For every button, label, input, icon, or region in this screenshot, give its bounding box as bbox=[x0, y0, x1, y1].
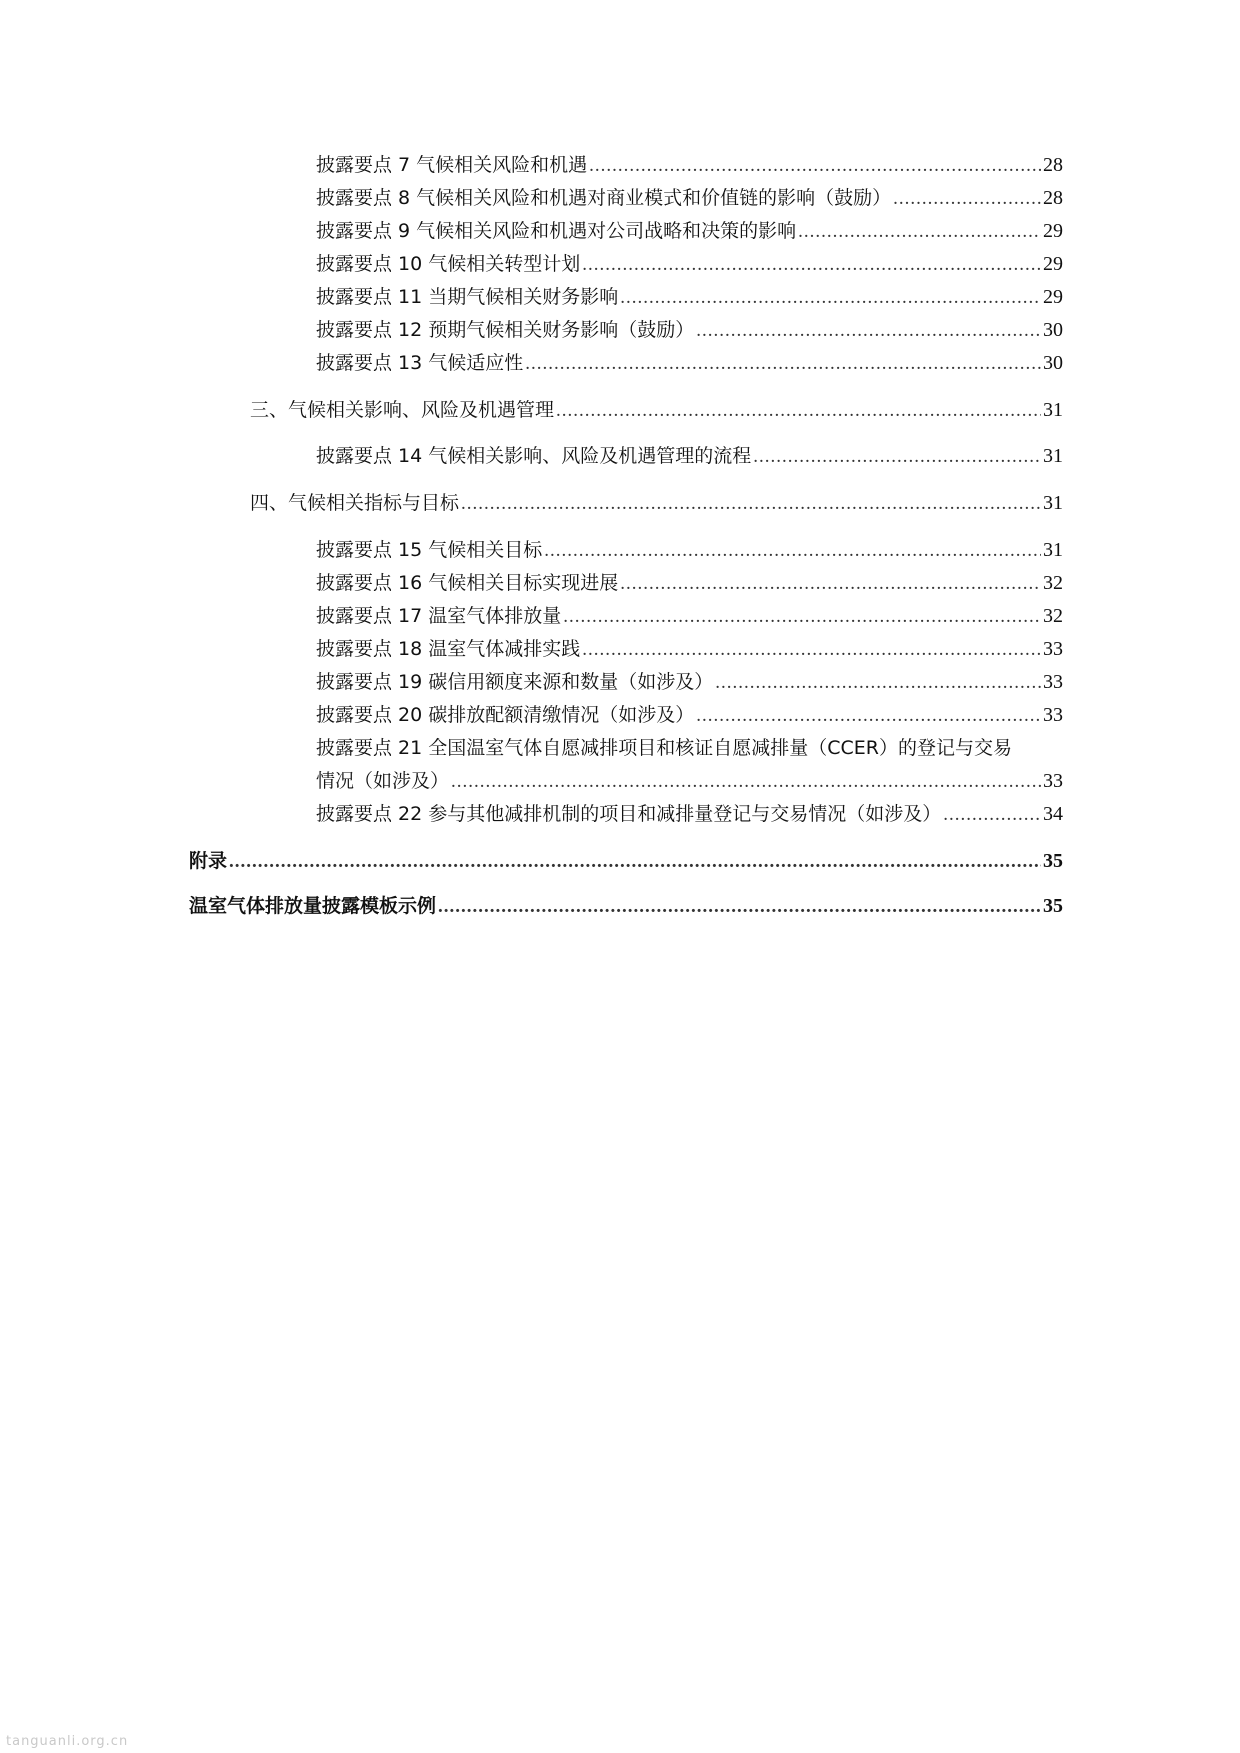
dot-leader bbox=[620, 569, 1041, 598]
toc-entry[interactable] bbox=[316, 441, 1063, 471]
toc-page-number: 31 bbox=[1043, 539, 1063, 561]
toc-entry[interactable] bbox=[316, 183, 1063, 213]
toc-entry-title: 披露要点 16 气候相关目标实现进展 bbox=[316, 572, 619, 594]
toc-page-number: 33 bbox=[1043, 704, 1063, 726]
dot-leader bbox=[798, 217, 1041, 246]
toc-entry-title: 披露要点 8 气候相关风险和机遇对商业模式和价值链的影响（鼓励） bbox=[316, 187, 892, 209]
toc-entry-title: 披露要点 22 参与其他减排机制的项目和减排量登记与交易情况（如涉及） bbox=[316, 803, 942, 825]
toc-page-number: 35 bbox=[1043, 850, 1063, 872]
toc-entry[interactable] bbox=[316, 799, 1063, 829]
toc-page-number: 33 bbox=[1043, 638, 1063, 660]
toc-page-number: 35 bbox=[1043, 895, 1063, 917]
watermark: tanguanli.org.cn bbox=[6, 1734, 129, 1749]
toc-entry[interactable] bbox=[316, 216, 1063, 246]
dot-leader bbox=[582, 635, 1041, 664]
dot-leader bbox=[563, 602, 1041, 631]
toc-page-number: 29 bbox=[1043, 253, 1063, 275]
toc-entry-title: 披露要点 12 预期气候相关财务影响（鼓励） bbox=[316, 319, 695, 341]
toc-page-number: 32 bbox=[1043, 572, 1063, 594]
toc-entry-title: 披露要点 7 气候相关风险和机遇 bbox=[316, 154, 588, 176]
toc-chapter[interactable] bbox=[189, 891, 1063, 921]
dot-leader bbox=[556, 396, 1041, 425]
toc-entry-title: 披露要点 9 气候相关风险和机遇对公司战略和决策的影响 bbox=[316, 220, 797, 242]
toc-section[interactable] bbox=[250, 395, 1063, 425]
toc-page-number: 31 bbox=[1043, 492, 1063, 514]
toc-entry-wrapped-first-line[interactable] bbox=[316, 733, 1063, 763]
toc-entry-title: 披露要点 17 温室气体排放量 bbox=[316, 605, 562, 627]
dot-leader bbox=[438, 892, 1041, 921]
toc-page-number: 32 bbox=[1043, 605, 1063, 627]
toc-chapter[interactable] bbox=[189, 846, 1063, 876]
toc-chapter-title: 附录 bbox=[189, 850, 228, 872]
dot-leader bbox=[582, 250, 1041, 279]
toc-page-number: 33 bbox=[1043, 770, 1063, 792]
dot-leader bbox=[620, 283, 1041, 312]
toc-entry-title: 披露要点 10 气候相关转型计划 bbox=[316, 253, 581, 275]
toc-entry-title: 披露要点 19 碳信用额度来源和数量（如涉及） bbox=[316, 671, 714, 693]
toc-entry-title: 披露要点 18 温室气体减排实践 bbox=[316, 638, 581, 660]
toc-entry-wrapped-second-line[interactable] bbox=[316, 766, 1063, 796]
toc-entry[interactable] bbox=[316, 249, 1063, 279]
toc-page-number: 29 bbox=[1043, 220, 1063, 242]
dot-leader bbox=[715, 668, 1041, 697]
toc-page-number: 30 bbox=[1043, 319, 1063, 341]
toc-section-title: 四、气候相关指标与目标 bbox=[250, 492, 460, 514]
toc-entry[interactable] bbox=[316, 150, 1063, 180]
toc-entry-title: 披露要点 13 气候适应性 bbox=[316, 352, 524, 374]
toc-entry-title: 披露要点 11 当期气候相关财务影响 bbox=[316, 286, 619, 308]
dot-leader bbox=[696, 701, 1041, 730]
toc-entry[interactable] bbox=[316, 568, 1063, 598]
toc-entry-title: 披露要点 15 气候相关目标 bbox=[316, 539, 543, 561]
toc-entry[interactable] bbox=[316, 601, 1063, 631]
toc-page-number: 28 bbox=[1043, 187, 1063, 209]
toc-entry[interactable] bbox=[316, 282, 1063, 312]
toc-page-number: 29 bbox=[1043, 286, 1063, 308]
toc-section[interactable] bbox=[250, 488, 1063, 518]
toc-page-number: 28 bbox=[1043, 154, 1063, 176]
toc-entry-title: 披露要点 21 全国温室气体自愿减排项目和核证自愿减排量（CCER）的登记与交易 bbox=[316, 737, 1012, 759]
dot-leader bbox=[229, 847, 1041, 876]
toc-page-number: 34 bbox=[1043, 803, 1063, 825]
dot-leader bbox=[753, 442, 1041, 471]
dot-leader bbox=[943, 800, 1041, 829]
dot-leader bbox=[451, 767, 1041, 796]
toc-section-title: 三、气候相关影响、风险及机遇管理 bbox=[250, 399, 555, 421]
dot-leader bbox=[589, 151, 1041, 180]
toc-page-number: 31 bbox=[1043, 399, 1063, 421]
toc-entry[interactable] bbox=[316, 634, 1063, 664]
toc-entry-title: 披露要点 20 碳排放配额清缴情况（如涉及） bbox=[316, 704, 695, 726]
dot-leader bbox=[544, 536, 1041, 565]
toc-entry-title: 披露要点 14 气候相关影响、风险及机遇管理的流程 bbox=[316, 445, 752, 467]
dot-leader bbox=[461, 489, 1041, 518]
dot-leader bbox=[893, 184, 1041, 213]
toc-entry[interactable] bbox=[316, 348, 1063, 378]
toc-entry-title-continued: 情况（如涉及） bbox=[316, 770, 450, 792]
toc-entry[interactable] bbox=[316, 667, 1063, 697]
dot-leader bbox=[525, 349, 1041, 378]
toc-entry[interactable] bbox=[316, 700, 1063, 730]
toc-page-number: 31 bbox=[1043, 445, 1063, 467]
toc-entry[interactable] bbox=[316, 535, 1063, 565]
toc-page-number: 33 bbox=[1043, 671, 1063, 693]
toc-page-number: 30 bbox=[1043, 352, 1063, 374]
toc-chapter-title: 温室气体排放量披露模板示例 bbox=[189, 895, 437, 917]
dot-leader bbox=[696, 316, 1041, 345]
toc-entry[interactable] bbox=[316, 315, 1063, 345]
